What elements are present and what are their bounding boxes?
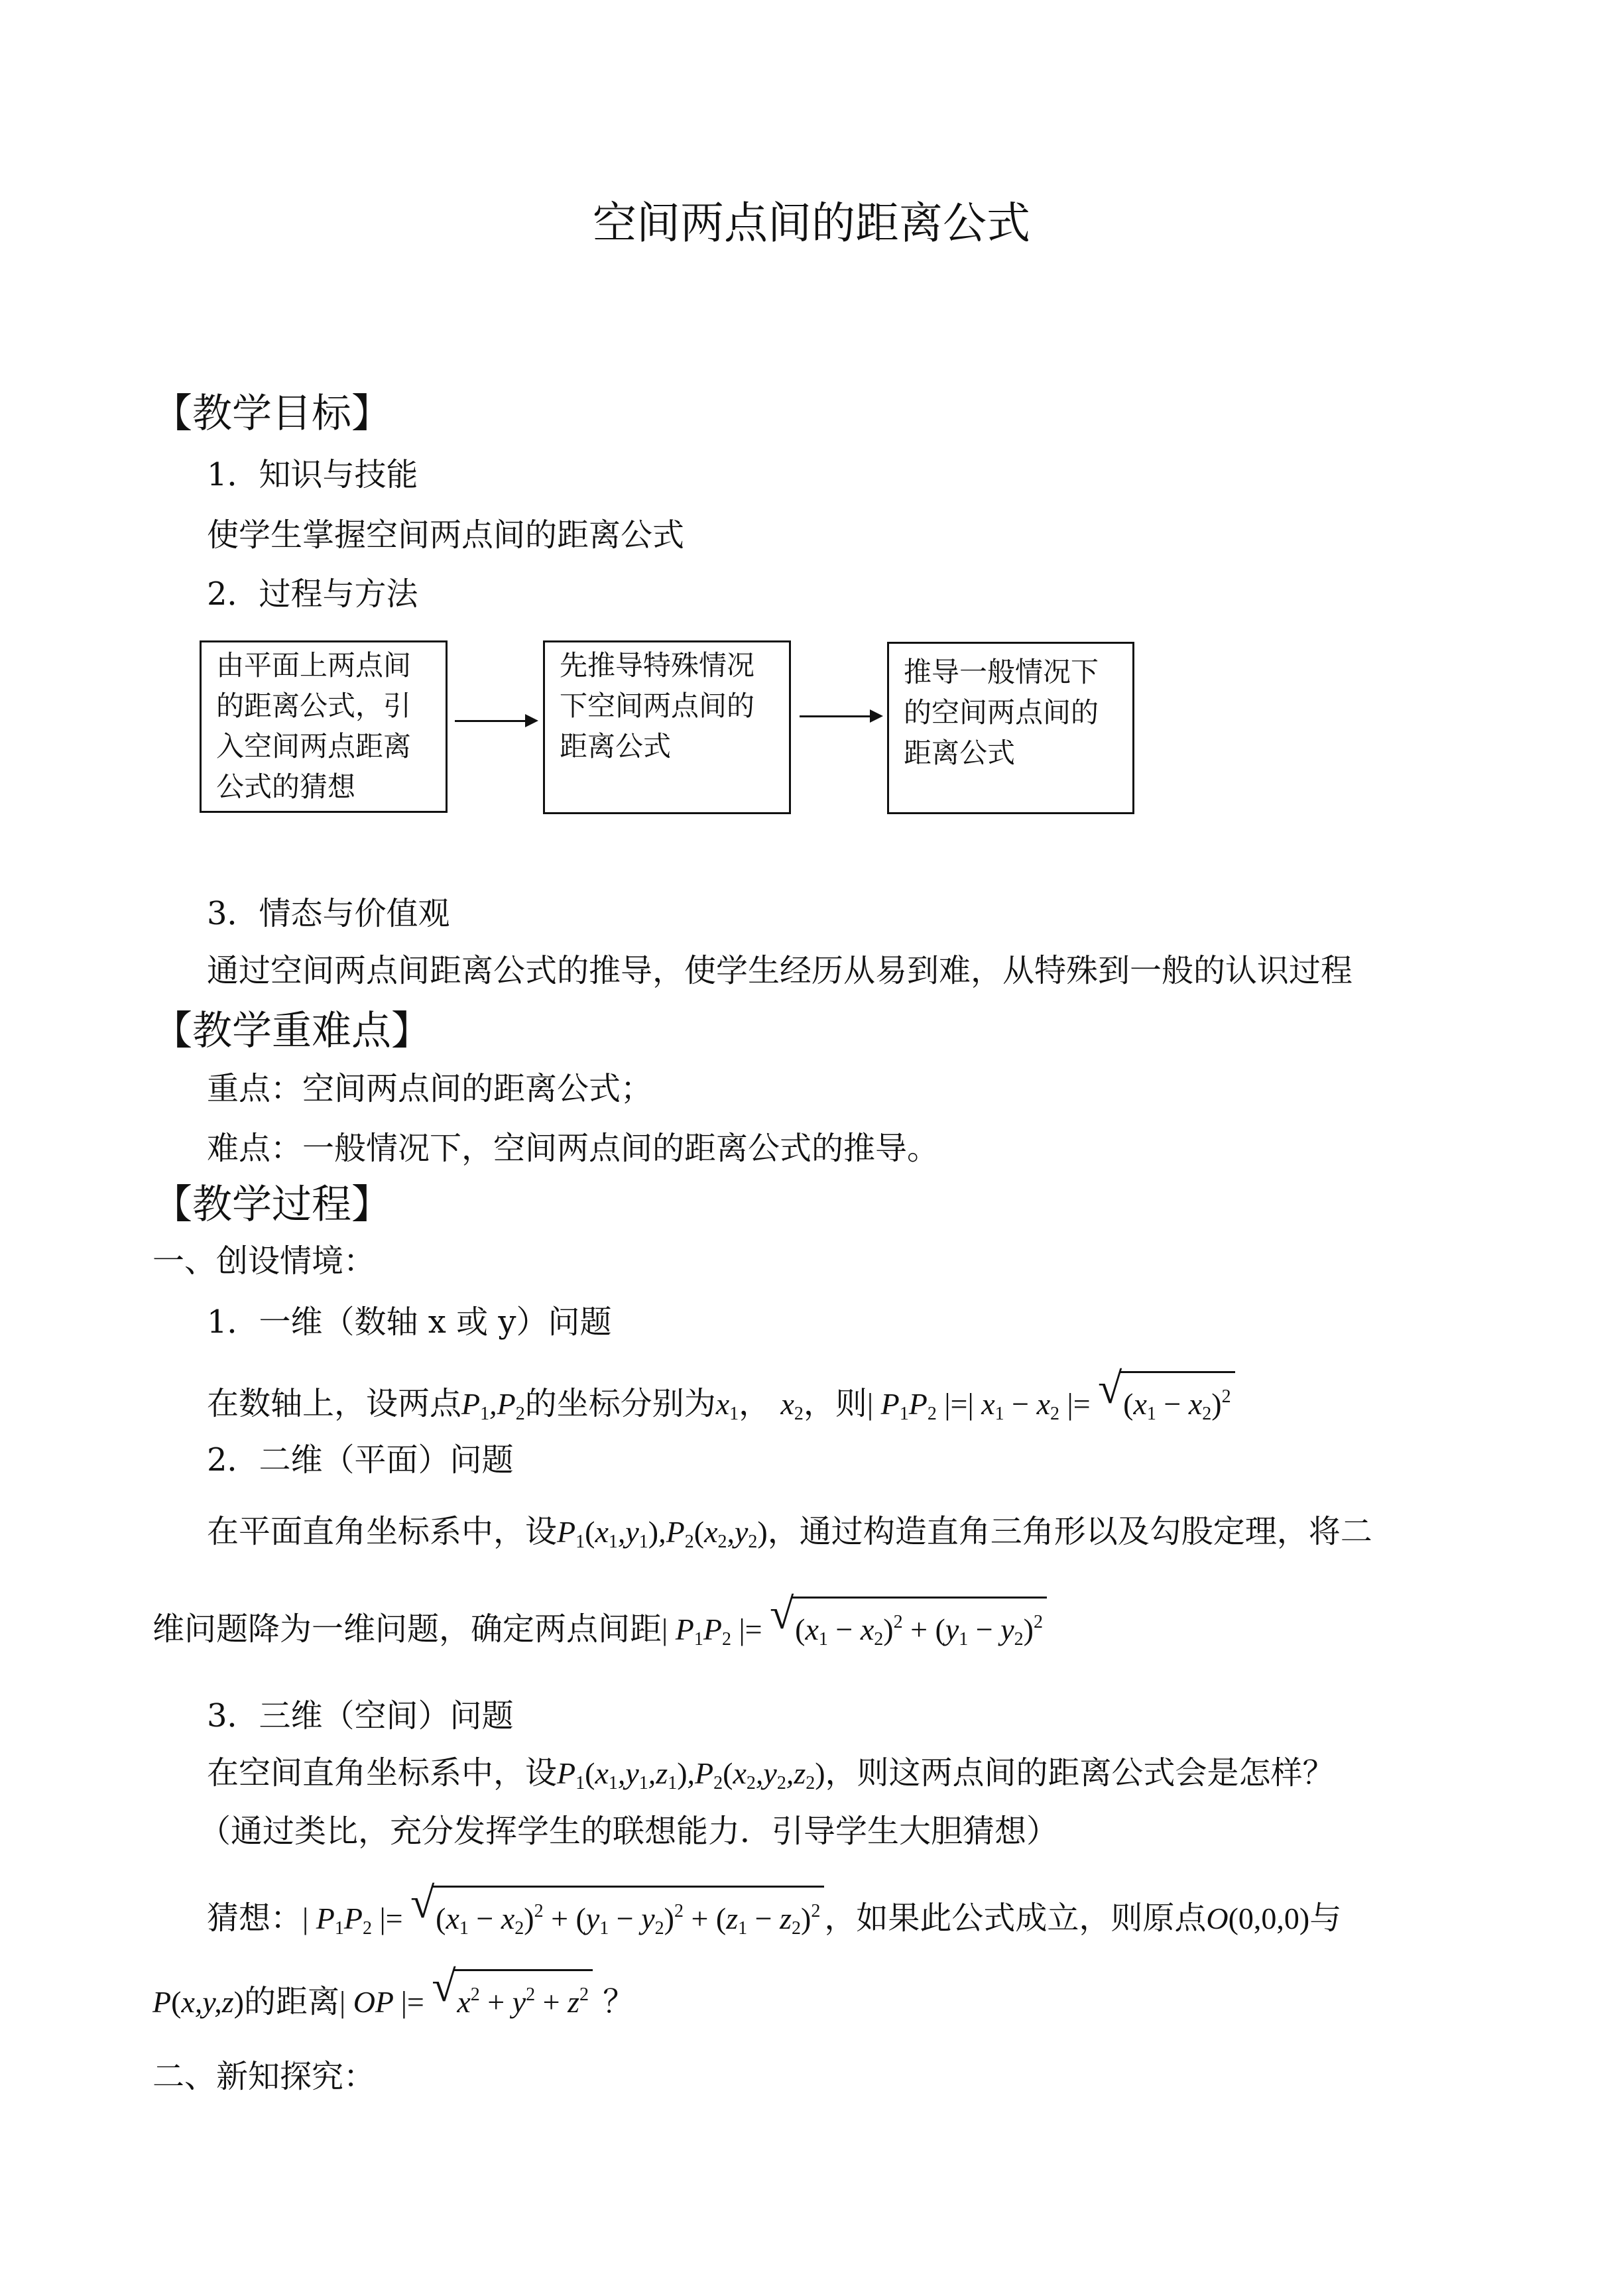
math-3d-distance: | $P_1P_2$ |= √ $(x_1 - x_2)^2 + (y_1 - y_2)^2 + (z_1 - z_2)^2$: [302, 1902, 824, 1935]
flow-box-2: 先推导特殊情况下空间两点间的距离公式: [543, 640, 791, 814]
formula-1d-prefix: 在数轴上，设两点: [207, 1385, 462, 1422]
math-3d-points: $P_1(x_1,y_1,z_1),P_2(x_2,y_2,z_2)$: [557, 1756, 825, 1793]
flow-box-1: 由平面上两点间的距离公式，引入空间两点距离公式的猜想: [200, 640, 448, 813]
flow-box-3: 推导一般情况下的空间两点间的距离公式: [887, 642, 1134, 814]
objective-1-title: 1．知识与技能: [207, 456, 418, 493]
objective-1-text: 使学生掌握空间两点间的距离公式: [207, 516, 685, 554]
math-origin: O(0,0,0): [1206, 1902, 1310, 1935]
flow-arrow-1: [455, 720, 536, 722]
math-x1: $x_1$: [715, 1387, 739, 1424]
objective-3-title: 3．情态与价值观: [207, 895, 450, 932]
objectives-heading: 【教学目标】: [152, 391, 391, 437]
analogy-note: （通过类比，充分发挥学生的联想能力．引导学生大胆猜想）: [199, 1813, 1059, 1850]
math-p1-p2: $P_1,P_2$: [461, 1387, 525, 1424]
math-point-p: P(x,y,z): [152, 1985, 244, 2019]
formula-1d-then: ，则: [803, 1385, 867, 1422]
math-op-distance: | OP |= √ $x^2 + y^2 + z^2$: [339, 1985, 593, 2019]
objective-2-title: 2．过程与方法: [207, 575, 418, 613]
page-title: 空间两点间的距离公式: [593, 198, 1030, 249]
formula-2d-prefix: 在平面直角坐标系中，设: [207, 1513, 558, 1550]
guess-post: ，如果此公式成立，则原点: [824, 1900, 1207, 1937]
formula-2d-post: ，通过构造直角三角形以及勾股定理，将二: [767, 1513, 1372, 1550]
math-2d-points: $P_1(x_1,y_1),P_2(x_2,y_2)$: [557, 1515, 768, 1552]
difficult-point: 难点：一般情况下，空间两点间的距离公式的推导。: [207, 1130, 939, 1167]
formula-1d-line: [207, 1364, 1235, 1435]
flow-arrow-2: [800, 715, 880, 717]
subsection-2-title: 2．二维（平面）问题: [207, 1441, 514, 1479]
keypoints-heading: 【教学重难点】: [152, 1008, 431, 1054]
key-point: 重点：空间两点间的距离公式；: [207, 1070, 653, 1107]
guess-question: ？: [603, 1983, 635, 2020]
guess-line-1: [207, 1879, 1342, 1950]
math-x2: $x_2$: [780, 1387, 804, 1424]
guess-with: 与: [1309, 1900, 1342, 1937]
guess-dist: 的距离: [243, 1983, 339, 2020]
subsection-3-title: 3．三维（空间）问题: [207, 1697, 514, 1734]
formula-3d-post: ，则这两点间的距离公式会是怎样？: [825, 1754, 1335, 1791]
subsection-1-title: 1．一维（数轴 x 或 y）问题: [207, 1303, 612, 1341]
section-1-title: 一、创设情境：: [152, 1242, 376, 1280]
formula-2d-line-2: [152, 1590, 1047, 1661]
formula-3d-line: [207, 1752, 1335, 1805]
formula-2d-line2-text: 维问题降为一维问题，确定两点间距: [152, 1610, 662, 1648]
guess-label: 猜想：: [207, 1900, 303, 1937]
math-2d-distance: | $P_1P_2$ |= √ $(x_1 - x_2)^2 + (y_1 - y_2)^2$: [662, 1612, 1047, 1646]
formula-1d-comma: ，: [739, 1385, 771, 1422]
formula-1d-mid: 的坐标分别为: [524, 1385, 716, 1422]
math-1d-distance: | $P_1P_2$ |=| $x_1 - x_2$ |= √ $(x_1 - x_2)^2$: [867, 1387, 1235, 1421]
objective-3-text: 通过空间两点间距离公式的推导，使学生经历从易到难，从特殊到一般的认识过程: [207, 952, 1353, 989]
formula-3d-prefix: 在空间直角坐标系中，设: [207, 1754, 558, 1791]
formula-2d-line-1: [207, 1510, 1372, 1563]
process-heading: 【教学过程】: [152, 1181, 391, 1228]
section-2-title: 二、新知探究：: [152, 2058, 376, 2095]
guess-line-2: [152, 1963, 635, 2024]
